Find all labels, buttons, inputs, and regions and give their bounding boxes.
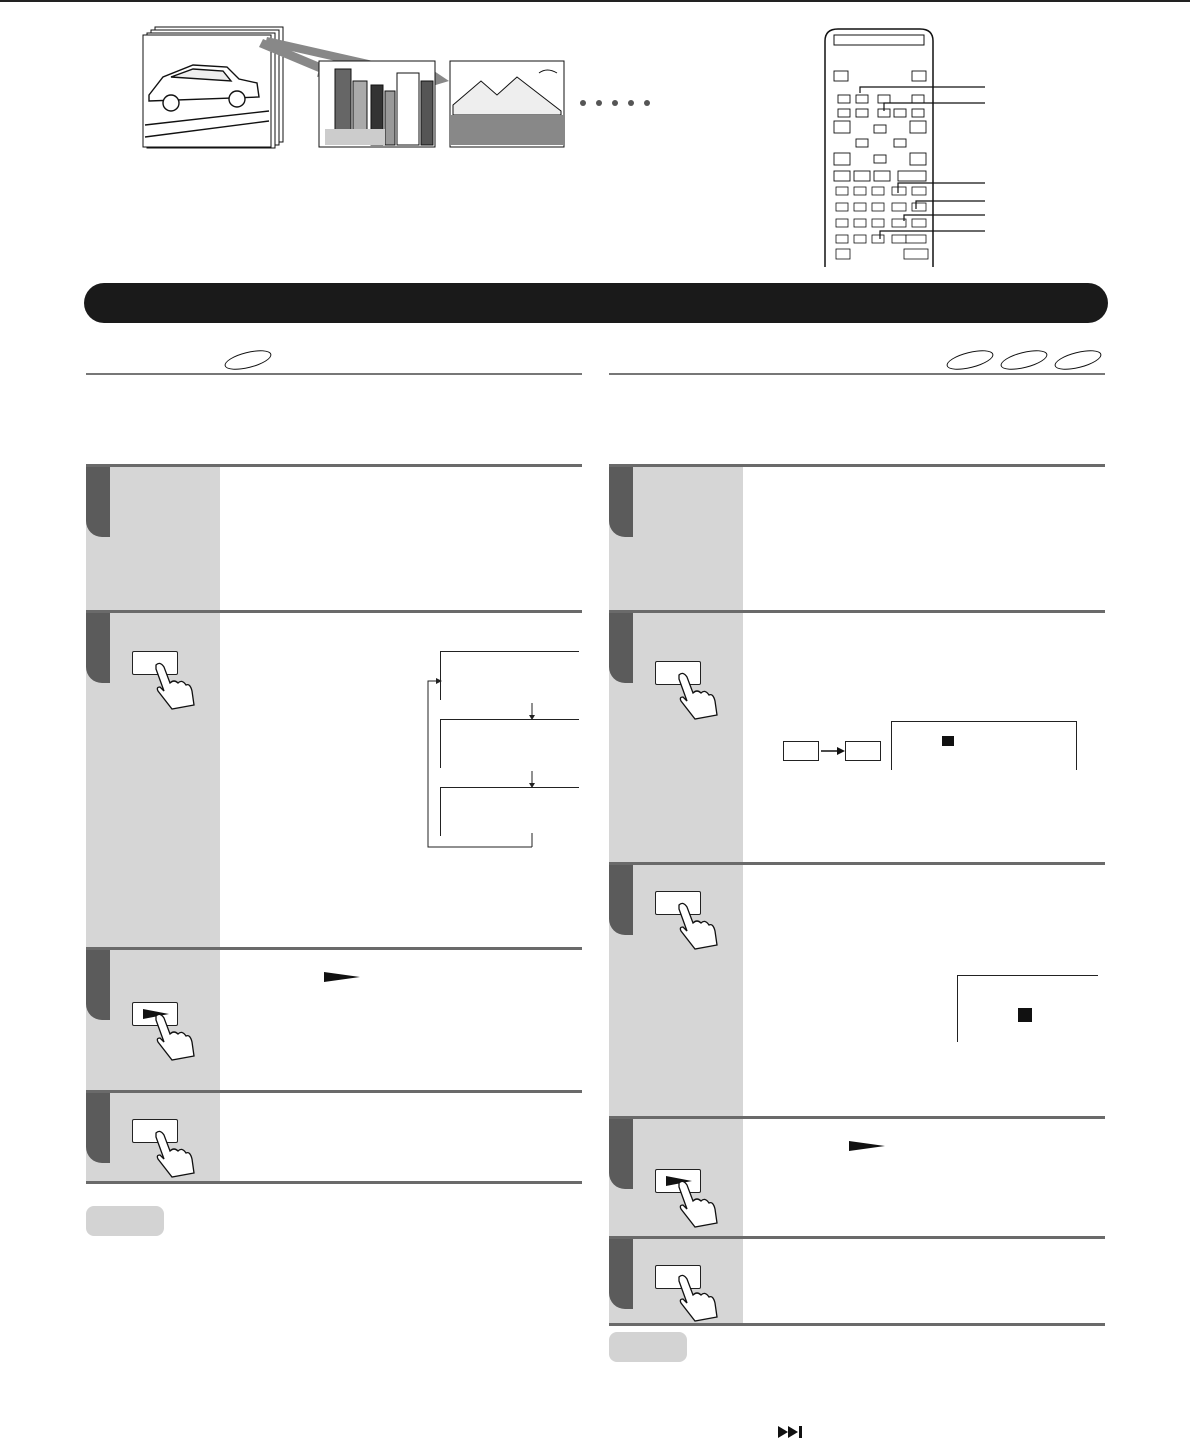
left-column-rule bbox=[86, 373, 582, 375]
section-title-bar bbox=[84, 283, 1108, 323]
key-box-2 bbox=[845, 741, 881, 761]
cursor-marker bbox=[1018, 1008, 1032, 1022]
pressing-hand-icon bbox=[152, 1012, 196, 1062]
disc-type-icon bbox=[945, 346, 995, 373]
pressing-hand-icon bbox=[675, 671, 719, 721]
step-number-tab bbox=[609, 1239, 633, 1309]
step-number-tab bbox=[609, 1119, 633, 1189]
cycle-arrows bbox=[424, 673, 584, 851]
pressing-hand-icon bbox=[152, 1129, 196, 1179]
mountain-picture bbox=[450, 61, 564, 147]
note-badge bbox=[86, 1206, 164, 1236]
display-box bbox=[891, 721, 1077, 770]
disc-type-icon bbox=[999, 346, 1049, 373]
step-number-tab bbox=[609, 467, 633, 537]
step-number-tab bbox=[86, 950, 110, 1020]
remote-control-illustration bbox=[820, 25, 1020, 267]
pressing-hand-icon bbox=[675, 1273, 719, 1323]
right-step-4 bbox=[609, 1116, 1105, 1239]
picture-sequence-illustration bbox=[135, 25, 675, 155]
display-box bbox=[957, 975, 1098, 1042]
pressing-hand-icon bbox=[675, 901, 719, 951]
play-symbol-icon bbox=[849, 1139, 885, 1153]
continuation-dots bbox=[580, 100, 650, 106]
pressing-hand-icon bbox=[675, 1179, 719, 1229]
disc-type-icon bbox=[223, 346, 273, 373]
note-badge bbox=[609, 1332, 687, 1362]
right-step-1 bbox=[609, 464, 1105, 613]
right-column-rule bbox=[609, 373, 1105, 375]
left-step-3 bbox=[86, 947, 582, 1093]
pressing-hand-icon bbox=[152, 661, 196, 711]
right-step-5 bbox=[609, 1236, 1105, 1326]
step-number-tab bbox=[86, 1093, 110, 1163]
disc-type-icon bbox=[1053, 346, 1103, 373]
step-number-tab bbox=[86, 467, 110, 537]
left-step-1 bbox=[86, 464, 582, 613]
skip-forward-icon bbox=[778, 1426, 804, 1438]
key-box-1 bbox=[783, 741, 819, 761]
left-step-2 bbox=[86, 610, 582, 950]
step-number-tab bbox=[609, 613, 633, 683]
arrow-right-icon bbox=[821, 745, 845, 757]
top-page-rule bbox=[0, 0, 1190, 2]
cursor-marker bbox=[942, 736, 954, 746]
step-number-tab bbox=[86, 613, 110, 683]
step-number-tab bbox=[609, 865, 633, 935]
left-step-4 bbox=[86, 1090, 582, 1184]
right-step-2 bbox=[609, 610, 1105, 865]
play-symbol-icon bbox=[324, 970, 360, 984]
right-step-3 bbox=[609, 862, 1105, 1119]
city-picture bbox=[319, 61, 435, 147]
